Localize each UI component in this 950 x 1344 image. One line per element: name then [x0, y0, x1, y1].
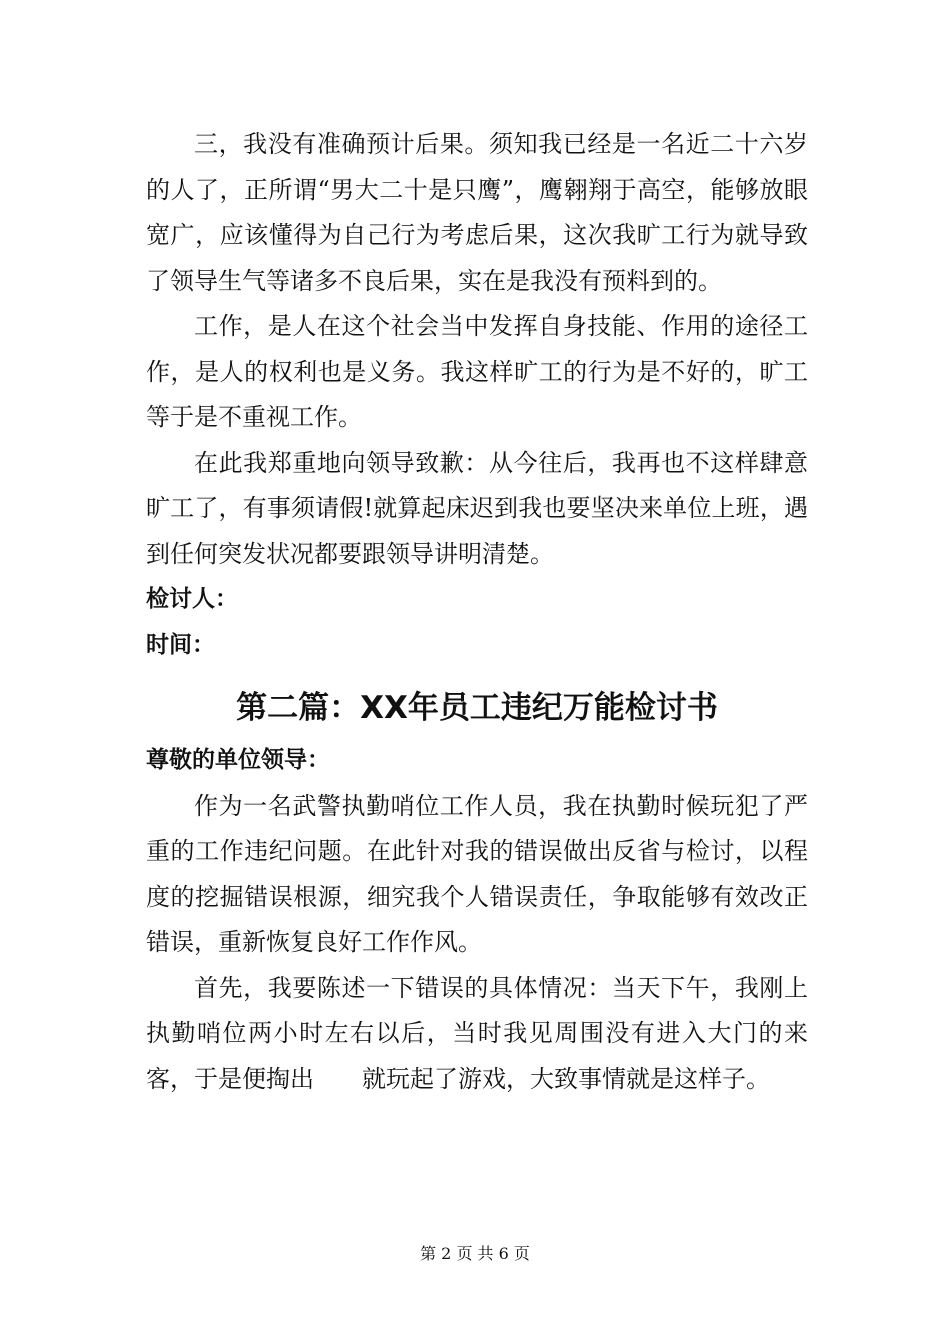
paragraph: 工作，是人在这个社会当中发挥自身技能、作用的途径工作，是人的权利也是义务。我这样旷工的行为是不好的，旷工等于是不重视工作。: [146, 312, 808, 431]
page-footer: 第 2 页 共 6 页: [420, 1244, 530, 1263]
reviewer-label: 检讨人：: [146, 586, 238, 612]
paragraph: 在此我郑重地向领导致歉：从今往后，我再也不这样肆意旷工了，有事须请假!就算起床迟到我也要坚决来单位上班，遇到任何突发状况都要跟领导讲明清楚。: [146, 448, 808, 568]
section-title: 第二篇：XX年员工违纪万能检讨书: [236, 690, 718, 726]
salutation: 尊敬的单位领导：: [146, 747, 330, 773]
page-content: [146, 122, 808, 1102]
paragraph: 作为一名武警执勤哨位工作人员，我在执勤时候玩犯了严重的工作违纪问题。在此针对我的错误做出反省与检讨，以程度的挖掘错误根源，细究我个人错误责任，争取能够有效改正错误，重新恢复良好工作作风。: [146, 791, 808, 956]
paragraph: 首先，我要陈述一下错误的具体情况：当天下午，我刚上执勤哨位两小时左右以后，当时我见周围没有进入大门的来客，于是便掏出 就玩起了游戏，大致事情就是这样子。: [146, 973, 808, 1093]
paragraph: 三，我没有准确预计后果。须知我已经是一名近二十六岁的人了，正所谓“男大二十是只鹰”，鹰翱翔于高空，能够放眼宽广，应该懂得为自己行为考虑后果，这次我旷工行为就导致了领导生气等诸多不良后果，实在是我没有预料到的。: [146, 130, 808, 295]
time-label: 时间：: [146, 631, 215, 658]
